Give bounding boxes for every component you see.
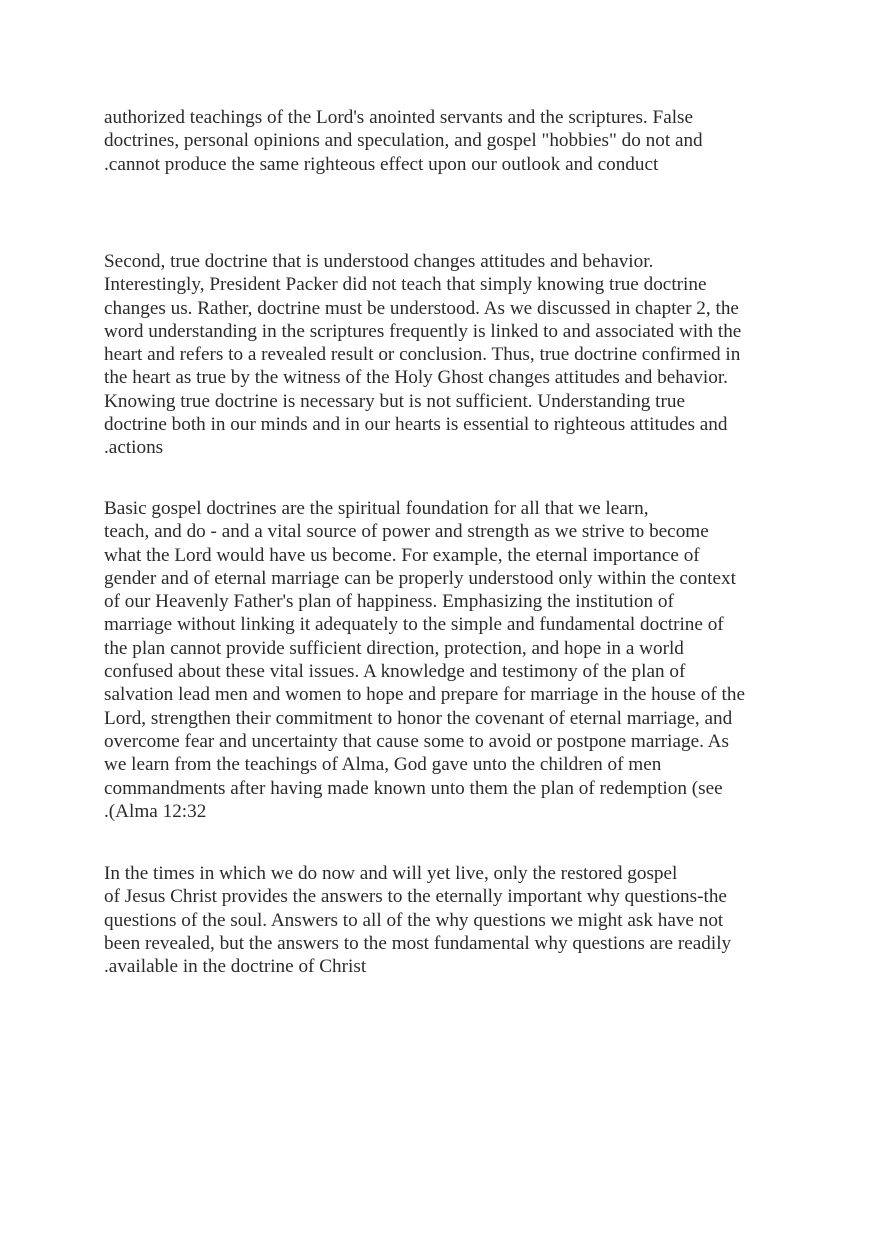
text-line: word understanding in the scriptures frequently is linked to and associated with the <box>104 320 742 342</box>
text-line: salvation lead men and women to hope and prepare for marriage in the house of the <box>104 684 745 706</box>
text-line: Knowing true doctrine is necessary but is not sufficient. Understanding true <box>104 390 686 412</box>
text-line: of our Heavenly Father's plan of happiness. Emphasizing the institution of <box>104 591 674 613</box>
paragraph-true-doctrine-understood <box>104 250 804 460</box>
text-line: what the Lord would have us become. For example, the eternal importance of <box>104 544 700 566</box>
text-line: of Jesus Christ provides the answers to the eternally important why questions-the <box>104 886 727 908</box>
text-line: In the times in which we do now and will yet live, only the restored gospel <box>104 863 678 884</box>
text-line: overcome fear and uncertainty that cause some to avoid or postpone marriage. As <box>104 730 729 752</box>
text-line: teach, and do - and a vital source of power and strength as we strive to become <box>104 521 709 543</box>
text-line: .(Alma 12:32 <box>104 800 207 822</box>
text-line: authorized teachings of the Lord's anointed servants and the scriptures. False <box>104 107 694 128</box>
text-line: marriage without linking it adequately to the simple and fundamental doctrine of <box>104 614 724 636</box>
text-line: .available in the doctrine of Christ <box>104 956 367 978</box>
text-line: commandments after having made known unto them the plan of redemption (see <box>104 777 723 799</box>
text-line: Basic gospel doctrines are the spiritual foundation for all that we learn, <box>104 498 649 519</box>
text-line: .actions <box>104 437 164 459</box>
paragraph-basic-gospel-doctrines <box>104 497 804 823</box>
text-line: Second, true doctrine that is understood changes attitudes and behavior. <box>104 251 654 272</box>
text-line: heart and refers to a revealed result or conclusion. Thus, true doctrine confirmed in <box>104 344 741 366</box>
text-line: questions of the soul. Answers to all of the why questions we might ask have not <box>104 909 724 931</box>
paragraph-restored-gospel <box>104 862 804 978</box>
text-line: we learn from the teachings of Alma, God gave unto the children of men <box>104 754 662 776</box>
text-line: confused about these vital issues. A knowledge and testimony of the plan of <box>104 661 686 683</box>
text-line: Interestingly, President Packer did not teach that simply knowing true doctrine <box>104 274 707 296</box>
text-line: doctrine both in our minds and in our hearts is essential to righteous attitudes and <box>104 414 728 436</box>
text-line: been revealed, but the answers to the most fundamental why questions are readily <box>104 932 732 954</box>
paragraph-authorized-teachings <box>104 106 804 176</box>
text-line: gender and of eternal marriage can be properly understood only within the context <box>104 567 736 589</box>
text-line: the heart as true by the witness of the Holy Ghost changes attitudes and behavior. <box>104 367 728 389</box>
text-line: Lord, strengthen their commitment to honor the covenant of eternal marriage, and <box>104 707 733 729</box>
text-line: .cannot produce the same righteous effect upon our outlook and conduct <box>104 153 659 175</box>
text-line: doctrines, personal opinions and speculation, and gospel "hobbies" do not and <box>104 130 703 152</box>
text-line: the plan cannot provide sufficient direction, protection, and hope in a world <box>104 637 684 659</box>
text-line: changes us. Rather, doctrine must be understood. As we discussed in chapter 2, the <box>104 297 739 319</box>
